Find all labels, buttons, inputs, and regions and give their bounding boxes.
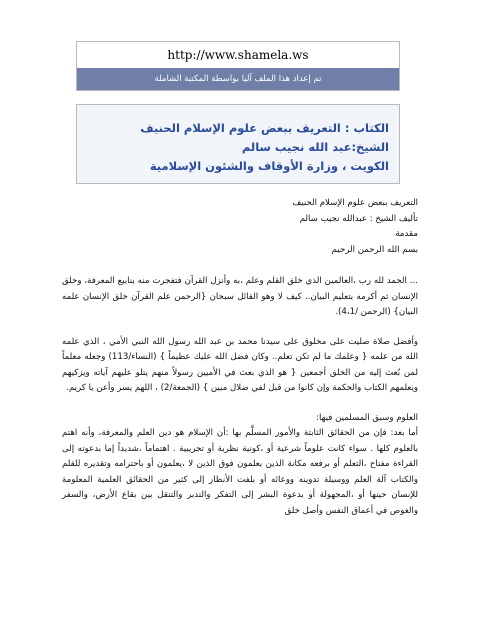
book-title: الكتاب : التعريف ببعض علوم الإسلام الحنيف: [140, 121, 389, 135]
doc-header-basmala: بسم الله الرحمن الرحيم: [331, 244, 418, 255]
doc-header-title: التعريف ببعض علوم الإسلام الحنيف: [292, 198, 418, 208]
book-author: الشيخ:عبد الله نجيب سالم: [241, 140, 389, 154]
book-info-box: [76, 104, 400, 184]
paragraph-main: أما بعد: فإن من الحقائق الثابتة والأمور المسلَّم بها :أن الإسلام هو دين العلم والمعرفة، وأنه اهتم بالعلوم كلها . سواء كانت علوماً شرعية أو ،كونية نظرية أو تجريبية . اهتماماً ،شديداً إما بدعوته إلى القراءة مفتاح ،التعلم أو برفعه مكانة الذين يعلمون فوق الذين لا ،يعلمون أو باحترامه وتقديره للقلم والكتاب آلة العلم ووسيلة تدوينه ووعائه أو بلفت الأنظار إلى كثير من الحقائق العلمية المعلومة للإنسان حينها أو ،المجهولة أو بدعوة البشر إلى التفكر والتدبر والتنقل بين بقاع الأرض، والسفر والغوص في أعماق النفس وأصل خلق: [62, 428, 418, 516]
book-publisher: الكويت ، وزارة الأوقاف والشئون الإسلامية: [149, 159, 389, 173]
doc-header-intro: مقدمة: [395, 229, 418, 239]
document-body: [62, 196, 418, 519]
paragraph-salutation: وأفضل صلاة صليت على مخلوق على سيدنا محمد بن عبد الله رسول الله النبي الأمي ، الذي علمه الله من علمه { وعلمك ما لم تكن تعلم.. وكان فضل الله عليك عظيماً } (النساء/113) وجعله معلماً لمن بُعث إليه من الخلق أجمعين { هو الذي بعث في الأميين رسولاً منهم يتلو عليهم آياته ويزكيهم ويعلمهم الكتاب والحكمة وإن كانوا من قبل لفي ضلال مبين } (الجمعة/2) ، اللهم يسر وأعن يا كريم.: [62, 336, 418, 393]
section-heading: العلوم وسبق المسلمين فيها:: [316, 412, 418, 423]
banner-url-link[interactable]: http://www.shamela.ws: [77, 42, 399, 68]
banner-note: تم إعداد هذا الملف آليا بواسطة المكتبة الشاملة: [77, 68, 399, 90]
paragraph-praise: ... الحمد لله رب ،العالمين الذي خلق القلم وعلم ،به وأنزل القرآن فتفجرت منه ينابيع المعرفة، وخلق الإنسان ثم أكرمه بتعليم البيان.. كيف لا وهو القائل سبحان {الرحمن علم القرآن خلق الإنسان علمه البيان} (الرحمن /4،1).: [62, 276, 418, 317]
doc-header-author: تأليف الشيخ : عبدالله نجيب سالم: [299, 213, 418, 224]
shamela-banner: [76, 41, 400, 91]
